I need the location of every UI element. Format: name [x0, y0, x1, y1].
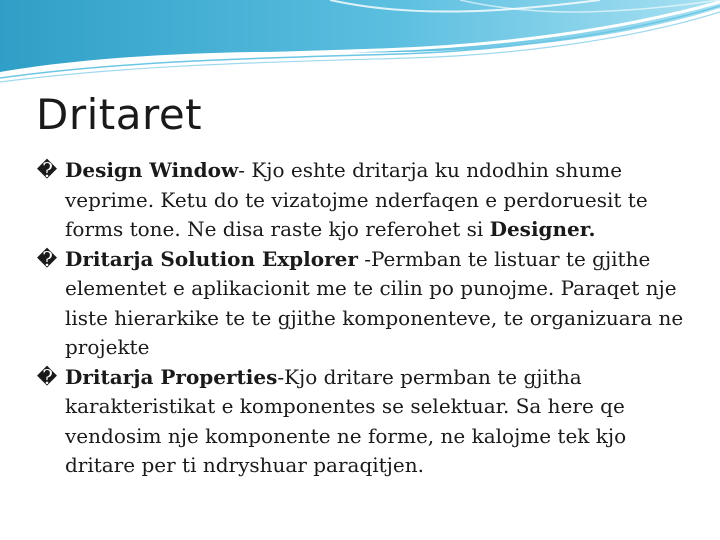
bullet-icon: �: [36, 246, 58, 271]
bullet-list: [36, 156, 696, 481]
bullet-item-solution-explorer: [36, 245, 696, 363]
bullet-icon: �: [36, 158, 58, 182]
header-wave-decoration: [0, 0, 720, 90]
item-label: Dritarja Solution Explorer: [65, 246, 358, 271]
bullet-item-design-window: [36, 156, 696, 245]
item-term: Designer.: [489, 217, 596, 241]
item-text: -Permban te listuar te gjithe elementet e aplikacionit me te cilin po punojme. Paraqet nje liste hierarkike te te gjithe komponenteve, te organizuara ne projekte: [65, 246, 684, 359]
item-text: -Kjo dritare permban te gjitha karakteristikat e komponentes se selektuar. Sa here qe vendosim nje komponente ne forme, ne kalojme tek kjo dritare per ti ndryshuar paraqitjen.: [65, 364, 627, 477]
item-text: - Kjo eshte dritarja ku ndodhin shume veprime. Ketu do te vizatojme nderfaqen e perdoruesit te forms tone. Ne disa raste kjo referohet si: [65, 158, 648, 241]
item-label: Design Window: [65, 158, 239, 182]
slide-title: Dritaret: [36, 90, 203, 139]
bullet-item-properties: [36, 363, 696, 481]
bullet-icon: �: [36, 364, 58, 389]
item-label: Dritarja Properties: [65, 364, 278, 389]
